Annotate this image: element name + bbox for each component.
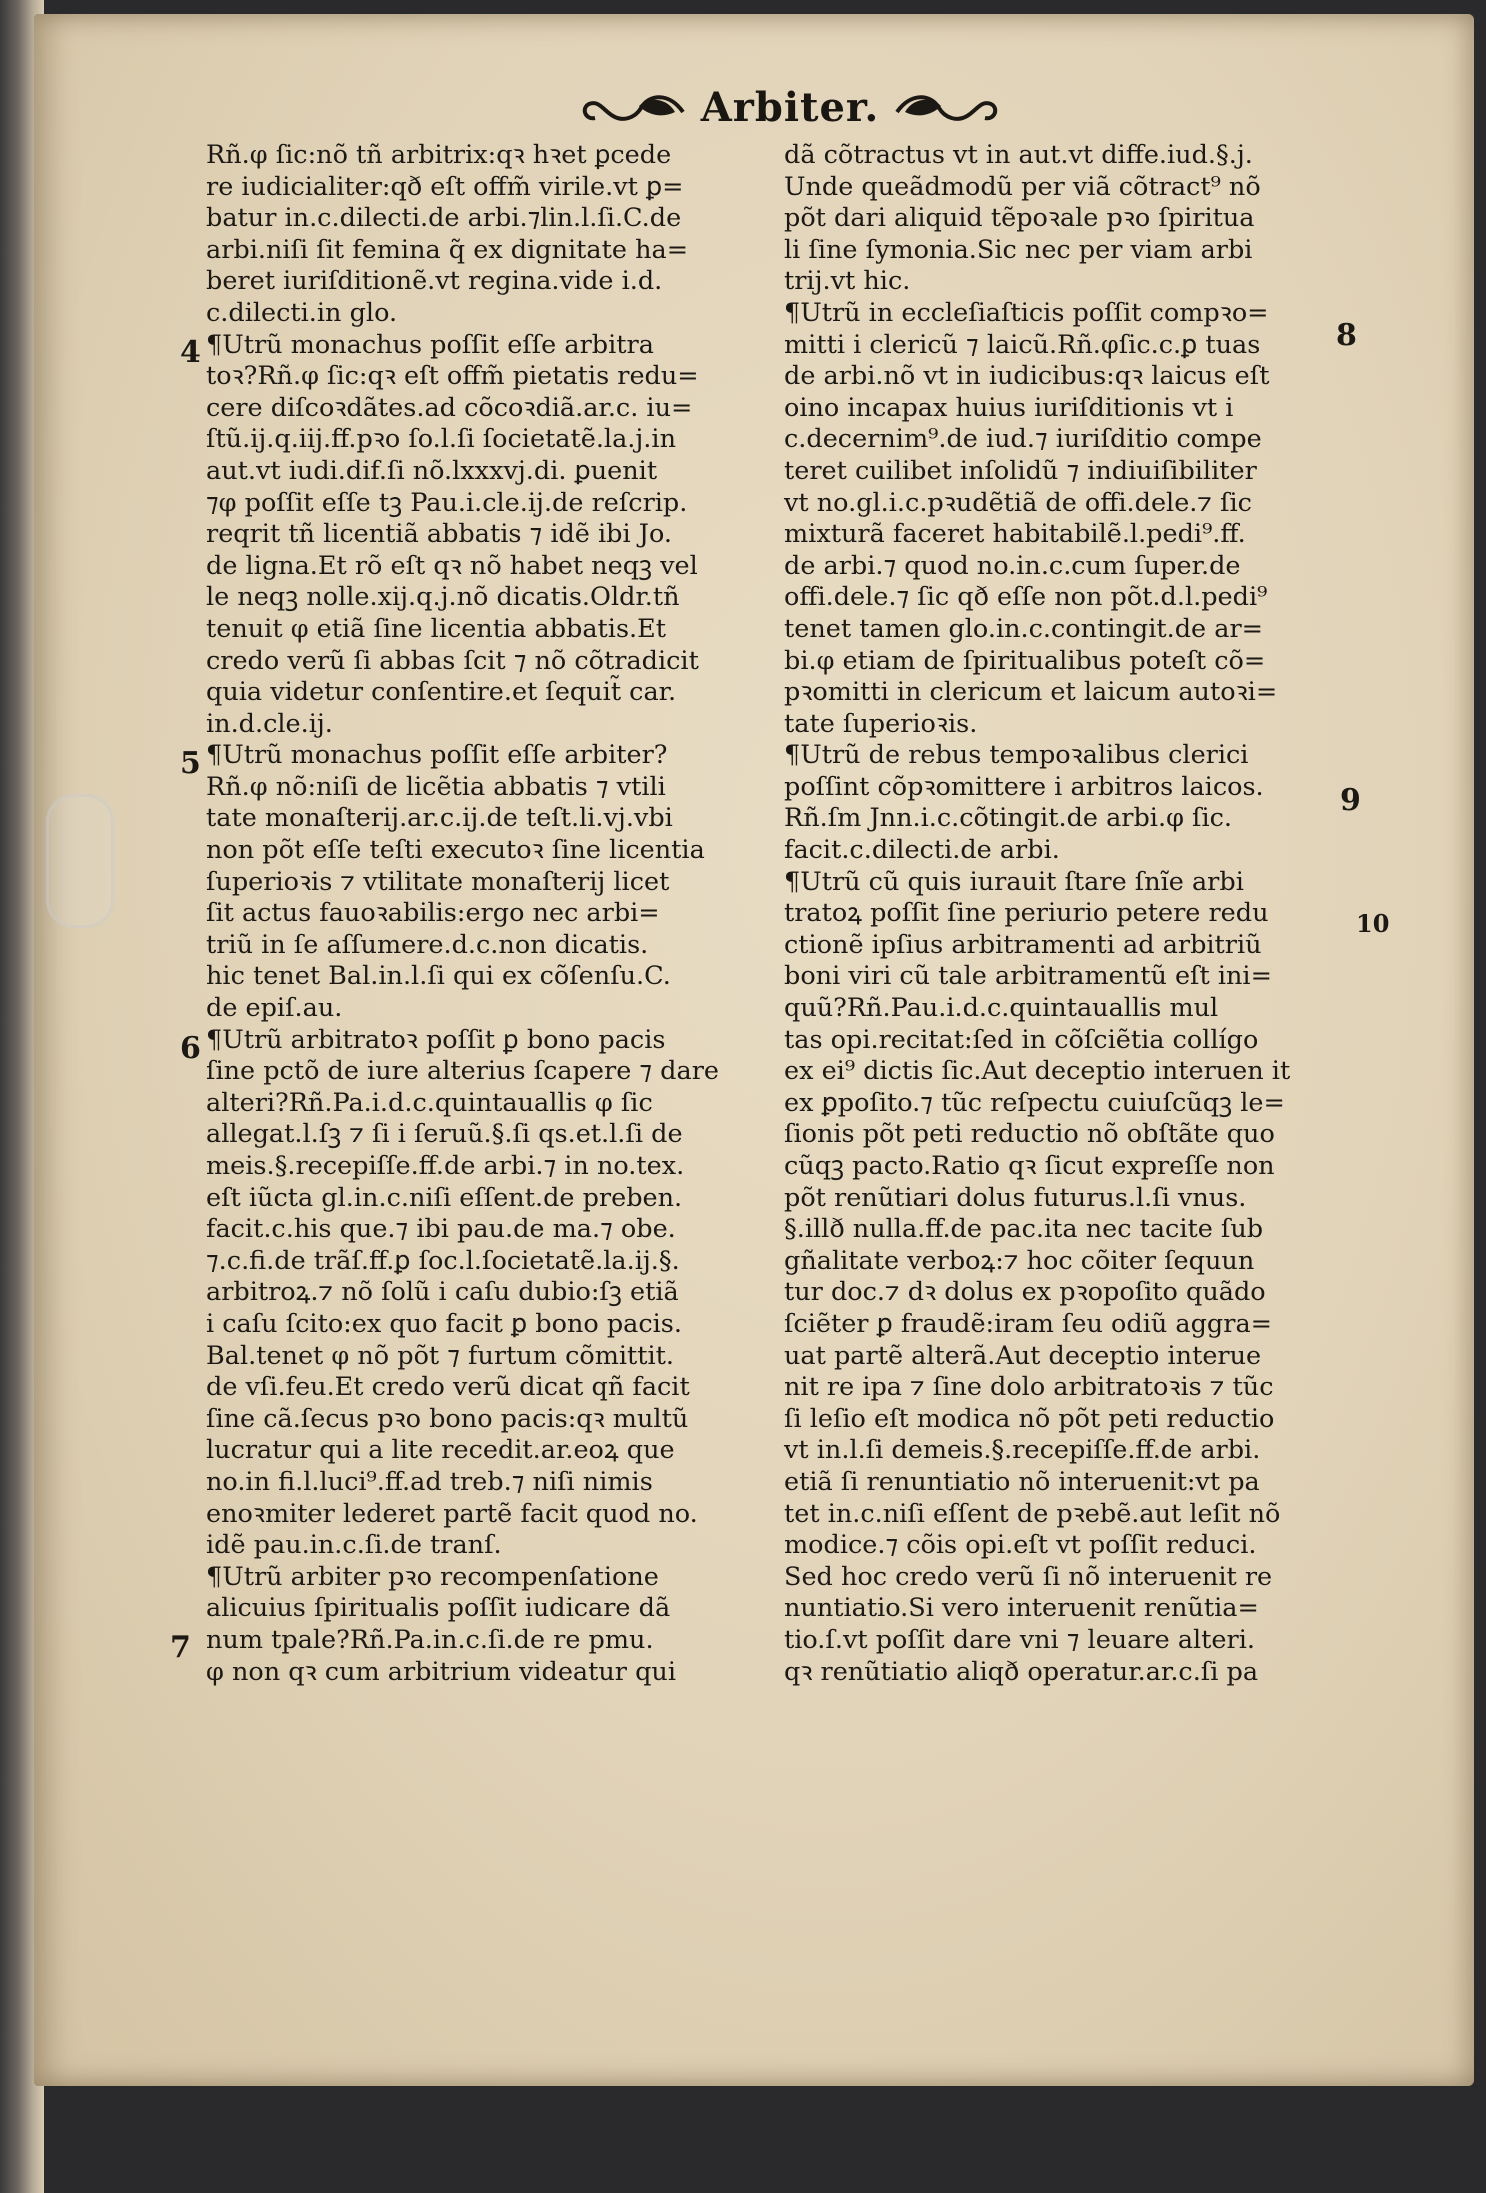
- text-line: tenet tamen glo.in.c.contingit.de ar=: [784, 613, 1264, 644]
- text-line: boni viri cũ tale arbitramentũ eſt ini=: [784, 961, 1272, 992]
- text-line: batur in.c.dilecti.de arbi.⁊lin.l.ſi.C.de: [206, 203, 682, 234]
- text-line: vt in.l.ſi demeis.§.recepiſſe.ff.de arbi.: [784, 1435, 1261, 1466]
- text-line: quia videtur conſentire.et ſequit̃ car.: [206, 677, 677, 708]
- text-line: trij.vt hic.: [784, 266, 911, 297]
- text-line: num tpale?Rñ.Pa.in.c.ſi.de re pmu.: [206, 1624, 654, 1655]
- text-line: Unde queãdmodũ per viã cõtract⁹ nõ: [784, 171, 1261, 202]
- text-line: de ligna.Et rõ eſt qꝛ nõ habet neqꝫ vel: [206, 550, 698, 581]
- text-line: tate monaſterij.ar.c.ij.de teſt.li.vj.vbi: [206, 803, 673, 834]
- text-line: φ non qꝛ cum arbitrium videatur qui: [206, 1656, 676, 1687]
- text-line: beret iuriſditionẽ.vt regina.vide i.d.: [206, 266, 663, 297]
- text-line: Rñ.φ ſic:nõ tñ arbitrix:qꝛ hꝛet ꝑcede: [206, 140, 672, 170]
- text-line: Bal.tenet φ nõ põt ⁊ furtum cõmittit.: [206, 1340, 675, 1371]
- text-line: le neqꝫ nolle.xij.q.j.nõ dicatis.Oldr.tñ: [206, 582, 680, 613]
- text-line: teret cuilibet inſolidũ ⁊ indiuiſibiliter: [784, 455, 1257, 486]
- text-line: oino incapax huius iuriſditionis vt i: [784, 392, 1234, 423]
- text-line: ctionẽ ipſius arbitramenti ad arbitriũ: [784, 929, 1262, 960]
- text-line: ¶Utrũ monachus poſſit eſſe arbiter?: [206, 740, 668, 771]
- text-line: cũqꝫ pacto.Ratio qꝛ ſicut expreſſe non: [784, 1151, 1275, 1181]
- text-line: ex ꝑpoſito.⁊ tũc reſpectu cuiuſcũqꝫ le=: [784, 1087, 1285, 1118]
- text-line: ¶Utrũ cũ quis iurauit ſtare ſnĩe arbi: [784, 866, 1244, 897]
- text-line: pꝛomitti in clericum et laicum autoꝛi=: [784, 677, 1278, 708]
- text-line: ex ei⁹ dictis ſic.Aut deceptio interuen it: [784, 1056, 1291, 1087]
- text-line: allegat.l.ſꝫ ⁊ ſi i ſeruũ.§.ſi qs.et.l.ſi de: [206, 1119, 683, 1150]
- marginal-number-4: 4: [180, 335, 201, 370]
- text-line: enoꝛmiter lederet partẽ facit quod no.: [206, 1498, 698, 1529]
- page-clip: [46, 794, 114, 928]
- text-line: modice.⁊ cõis opi.eſt vt poſſit reduci.: [784, 1530, 1257, 1561]
- text-line: de epiſ.au.: [206, 993, 343, 1024]
- text-line: ¶Utrũ in eccleſiaſticis poſſit compꝛo=: [784, 297, 1269, 328]
- text-line: uat partẽ alterã.Aut deceptio interue: [784, 1340, 1262, 1371]
- text-line: c.decernim⁹.de iud.⁊ iuriſditio compe: [784, 424, 1262, 455]
- text-line: in.d.cle.ij.: [206, 708, 333, 739]
- text-line: hic tenet Bal.in.l.ſi qui ex cõſenſu.C.: [206, 961, 671, 992]
- text-line: eſt iũcta gl.in.c.niſi eſſent.de preben.: [206, 1182, 683, 1213]
- text-line: ⁊.c.fi.de trãſ.ff.ꝑ ſoc.l.ſocietatẽ.la.ij.§.: [206, 1245, 680, 1276]
- text-line: ſi leſio eſt modica nõ põt peti reductio: [784, 1403, 1275, 1434]
- text-line: ſine cã.ſecus pꝛo bono pacis:qꝛ multũ: [206, 1403, 689, 1434]
- running-header: [560, 72, 1020, 142]
- text-line: gñalitate verboꝝ:⁊ hoc cõiter ſequun: [784, 1245, 1255, 1276]
- text-line: qꝛ renũtiatio aliqð operatur.ar.c.ſi pa: [784, 1656, 1259, 1687]
- text-line: alteri?Rñ.Pa.i.d.c.quintauallis φ ſic: [206, 1087, 653, 1118]
- text-line: toꝛ?Rñ.φ ſic:qꝛ eſt offm̃ pietatis redu=: [206, 361, 699, 392]
- text-line: põt renũtiari dolus futurus.l.ſi vnus.: [784, 1182, 1247, 1213]
- text-line: idẽ pau.in.c.ſi.de tranſ.: [206, 1530, 502, 1561]
- text-line: Sed hoc credo verũ ſi nõ interuenit re: [784, 1561, 1273, 1592]
- text-line: nit re ipa ⁊ ſine dolo arbitratoꝛis ⁊ tũc: [784, 1372, 1274, 1403]
- text-line: tate ſuperioꝛis.: [784, 708, 978, 739]
- text-line: ¶Utrũ arbitratoꝛ poſſit ꝑ bono pacis: [206, 1024, 666, 1055]
- text-line: ſciẽter ꝑ fraudẽ:iram ſeu odiũ aggra=: [784, 1308, 1273, 1339]
- text-line: põt dari aliquid tẽpoꝛale pꝛo ſpiritua: [784, 203, 1255, 234]
- text-line: mixturã faceret habitabilẽ.l.pedi⁹.ff.: [784, 519, 1246, 550]
- text-line: ¶Utrũ arbiter pꝛo recompenſatione: [206, 1561, 659, 1592]
- text-line: poſſint cõpꝛomittere i arbitros laicos.: [784, 771, 1264, 802]
- text-line: tur doc.⁊ dꝛ dolus ex pꝛopoſito quãdo: [784, 1277, 1266, 1308]
- text-line: facit.c.dilecti.de arbi.: [784, 835, 1060, 866]
- text-line: de vſi.feu.Et credo verũ dicat qñ facit: [206, 1372, 690, 1403]
- text-line: Rñ.ſm Jnn.i.c.cõtingit.de arbi.φ ſic.: [784, 803, 1233, 834]
- marginal-number-9: 9: [1340, 783, 1361, 818]
- text-line: reqrit tñ licentiã abbatis ⁊ idẽ ibi Jo.: [206, 519, 672, 550]
- text-line: quũ?Rñ.Pau.i.d.c.quintauallis mul: [784, 993, 1219, 1024]
- text-line: ¶Utrũ monachus poſſit eſſe arbitra: [206, 329, 654, 360]
- text-line: li ſine ſymonia.Sic nec per viam arbi: [784, 234, 1253, 265]
- left-ornament-icon: [579, 82, 689, 132]
- text-line: alicuius ſpiritualis poſſit iudicare dã: [206, 1593, 671, 1624]
- marginal-number-7: 7: [170, 1630, 191, 1665]
- text-line: cere diſcoꝛdãtes.ad cõcoꝛdiã.ar.c. iu=: [206, 392, 693, 423]
- text-line: facit.c.his que.⁊ ibi pau.de ma.⁊ obe.: [206, 1214, 676, 1245]
- text-line: ſionis põt peti reductio nõ obſtãte quo: [784, 1119, 1275, 1150]
- text-line: non põt eſſe teſti executoꝛ ſine licentia: [206, 835, 705, 866]
- text-line: bi.φ etiam de ſpiritualibus poteſt cõ=: [784, 645, 1266, 676]
- text-line: dã cõtractus vt in aut.vt diffe.iud.§.j.: [784, 140, 1253, 170]
- text-line: ſuperioꝛis ⁊ vtilitate monaſterij licet: [206, 866, 670, 897]
- text-line: aut.vt iudi.dif.ſi nõ.lxxxvj.di. ꝑuenit: [206, 455, 658, 486]
- text-line: vt no.gl.i.c.pꝛudẽtiã de offi.dele.⁊ ſic: [784, 487, 1252, 518]
- text-line: de arbi.⁊ quod no.in.c.cum ſuper.de: [784, 550, 1241, 581]
- right-ornament-icon: [891, 82, 1001, 132]
- text-line: ſine pctõ de iure alterius ſcapere ⁊ dare: [206, 1056, 719, 1087]
- marginal-number-6: 6: [180, 1031, 201, 1066]
- text-line: Rñ.φ nõ:niſi de licẽtia abbatis ⁊ vtili: [206, 771, 666, 802]
- text-line: ⁊φ poſſit eſſe tꝫ Pau.i.cle.ij.de reſcrip.: [206, 487, 688, 518]
- text-line: triũ in ſe aſſumere.d.c.non dicatis.: [206, 929, 649, 960]
- text-line: lucratur qui a lite recedit.ar.eoꝝ que: [206, 1435, 675, 1466]
- text-line: etiã ſi renuntiatio nõ interuenit:vt pa: [784, 1466, 1260, 1497]
- text-line: re iudicialiter:qð eſt offm̃ virile.vt ꝑ=: [206, 171, 684, 202]
- text-line: ſit actus fauoꝛabilis:ergo nec arbi=: [206, 898, 660, 929]
- left-text-column: [206, 140, 766, 1688]
- text-line: ſtũ.ij.q.iij.ff.pꝛo ſo.l.ſi ſocietatẽ.la.j.in: [206, 424, 676, 455]
- text-line: nuntiatio.Si vero interuenit renũtia=: [784, 1593, 1259, 1624]
- text-line: §.illð nulla.ff.de pac.ita nec tacite ſub: [784, 1214, 1264, 1245]
- text-line: arbitroꝝ.⁊ nõ ſolũ i caſu dubio:ſꝫ etiã: [206, 1277, 679, 1308]
- text-line: offi.dele.⁊ ſic qð eſſe non põt.d.l.pedi⁹: [784, 582, 1268, 613]
- marginal-number-10: 10: [1356, 909, 1390, 938]
- text-line: credo verũ ſi abbas ſcit ⁊ nõ cõtradicit: [206, 645, 699, 676]
- text-line: tenuit φ etiã ſine licentia abbatis.Et: [206, 613, 666, 644]
- text-line: tet in.c.niſi eſſent de pꝛebẽ.aut leſit nõ: [784, 1498, 1281, 1529]
- text-line: no.in fi.l.luci⁹.ff.ad treb.⁊ niſi nimis: [206, 1466, 653, 1497]
- text-line: mitti i clericũ ⁊ laicũ.Rñ.φſic.c.ꝑ tuas: [784, 329, 1261, 360]
- right-text-column: [784, 140, 1324, 1688]
- marginal-number-8: 8: [1336, 318, 1357, 353]
- text-line: arbi.niſi ſit femina q̃ ex dignitate ha=: [206, 234, 689, 265]
- text-line: i caſu ſcito:ex quo facit ꝑ bono pacis.: [206, 1308, 682, 1339]
- text-line: meis.§.recepiſſe.ff.de arbi.⁊ in no.tex.: [206, 1151, 685, 1181]
- text-line: de arbi.nõ vt in iudicibus:qꝛ laicus eſt: [784, 361, 1270, 392]
- text-line: tratoꝝ poſſit ſine periurio petere redu: [784, 898, 1269, 929]
- text-line: c.dilecti.in glo.: [206, 297, 398, 328]
- text-line: ¶Utrũ de rebus tempoꝛalibus clerici: [784, 740, 1249, 771]
- running-title: Arbiter.: [700, 83, 880, 131]
- text-line: tas opi.recitat:ſed in cõſciẽtia collígo: [784, 1024, 1259, 1055]
- text-line: tio.ſ.vt poſſit dare vni ⁊ leuare alteri.: [784, 1624, 1255, 1655]
- marginal-number-5: 5: [180, 746, 201, 781]
